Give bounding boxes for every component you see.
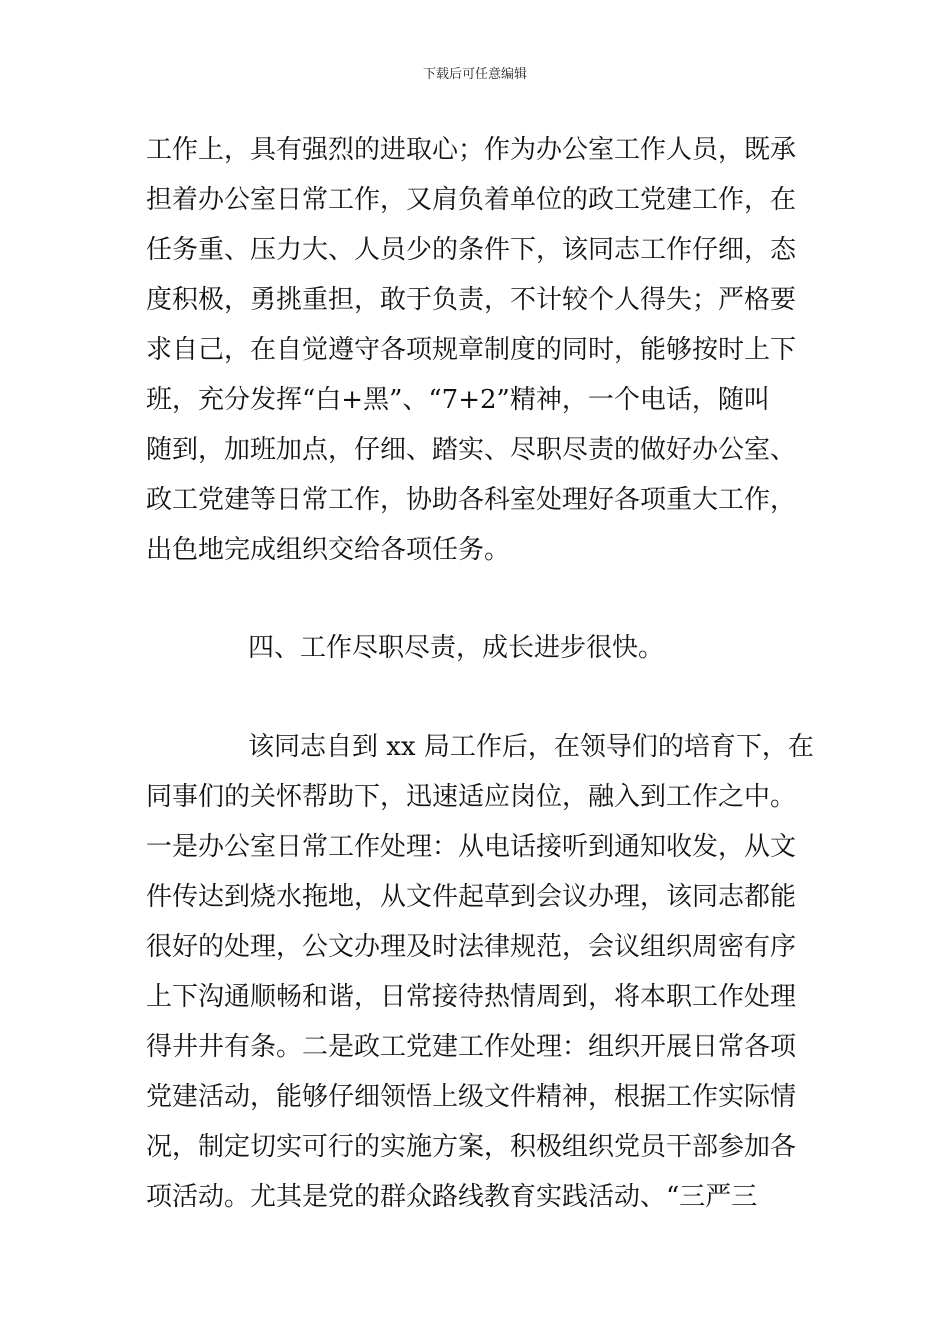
text-line: 况，制定切实可行的实施方案，积极组织党员干部参加各: [146, 1132, 797, 1162]
text-line: 随到，加班加点，仔细、踏实、尽职尽责的做好办公室、: [146, 435, 797, 465]
text-line: 很好的处理，公文办理及时法律规范，会议组织周密有序: [146, 932, 797, 962]
text-line: 上下沟通顺畅和谐，日常接待热情周到，将本职工作处理: [146, 982, 797, 1012]
text-line: 该同志自到 xx 局工作后，在领导们的培育下，在: [248, 732, 814, 762]
text-line: 得井井有条。二是政工党建工作处理：组织开展日常各项: [146, 1032, 797, 1062]
page-header-note: 下载后可任意编辑: [422, 67, 527, 82]
text-line: 项活动。尤其是党的群众路线教育实践活动、“三严三: [146, 1182, 758, 1212]
text-line: 担着办公室日常工作，又肩负着单位的政工党建工作，在: [146, 185, 797, 215]
text-line: 班，充分发挥“白+黑”、“7+2”精神，一个电话，随叫: [146, 385, 770, 415]
text-line: 度积极，勇挑重担，敢于负责，不计较个人得失；严格要: [146, 285, 797, 315]
text-line: 件传达到烧水拖地，从文件起草到会议办理，该同志都能: [146, 882, 797, 912]
text-line: 求自己，在自觉遵守各项规章制度的同时，能够按时上下: [146, 335, 797, 365]
section-heading-four: 四、工作尽职尽责，成长进步很快。: [248, 633, 665, 663]
text-line: 一是办公室日常工作处理：从电话接听到通知收发，从文: [146, 832, 797, 862]
text-line: 任务重、压力大、人员少的条件下，该同志工作仔细，态: [146, 235, 797, 265]
text-line: 党建活动，能够仔细领悟上级文件精神，根据工作实际情: [146, 1082, 797, 1112]
text-line: 工作上，具有强烈的进取心；作为办公室工作人员，既承: [146, 135, 797, 165]
text-line: 出色地完成组织交给各项任务。: [146, 535, 511, 565]
text-line: 政工党建等日常工作，协助各科室处理好各项重大工作，: [146, 485, 797, 515]
text-line: 同事们的关怀帮助下，迅速适应岗位，融入到工作之中。: [146, 782, 797, 812]
